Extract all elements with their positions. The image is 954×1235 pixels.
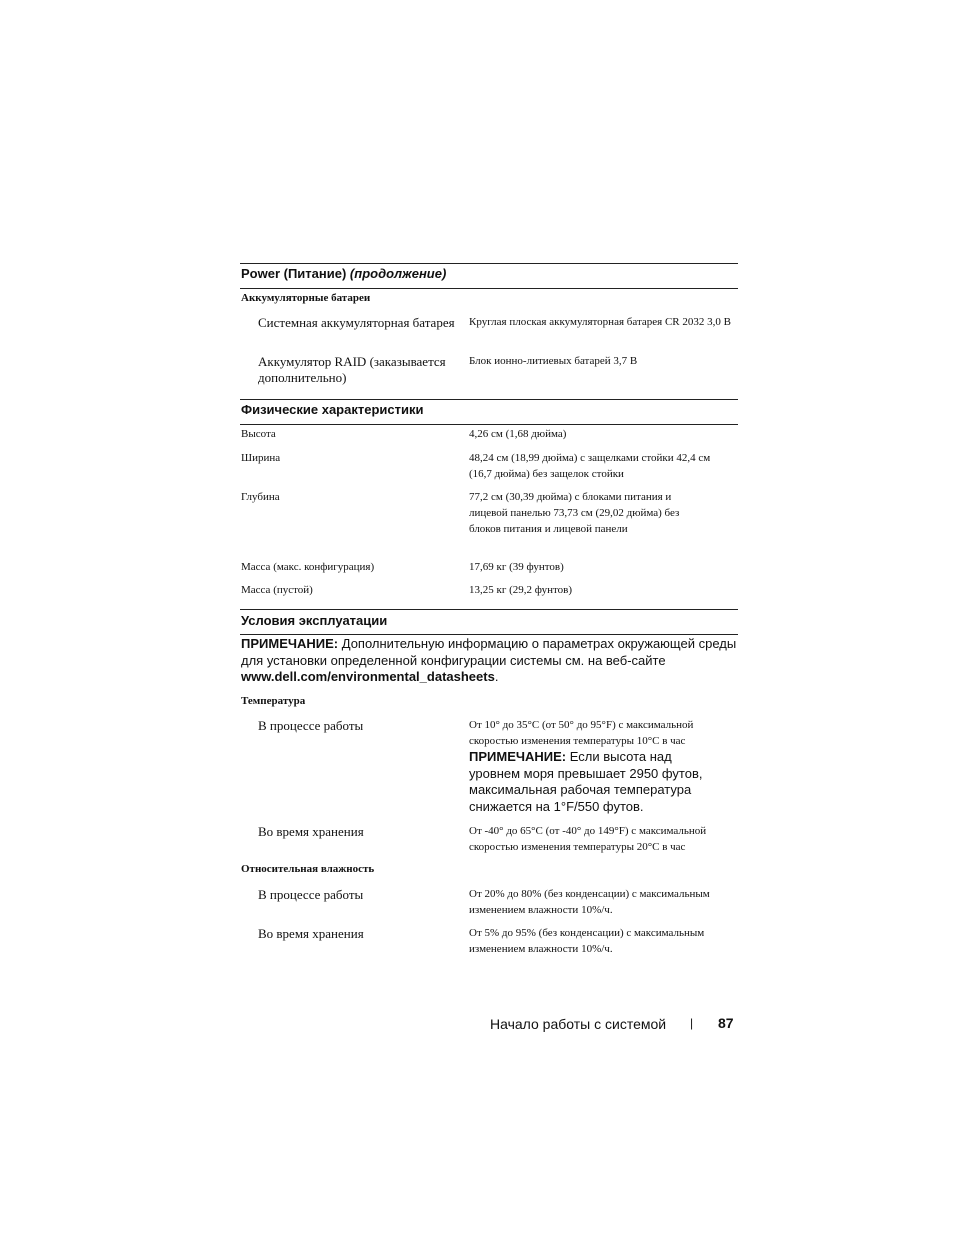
width-label: Ширина: [241, 452, 281, 464]
width-value: 48,24 см (18,99 дюйма) с защелками стойки 42,4 см (16,7 дюйма) без защелок стойки: [469, 452, 711, 480]
note-end: .: [494, 669, 499, 684]
temp-note-label: ПРИМЕЧАНИЕ:: [469, 749, 567, 764]
environment-section-title: Условия эксплуатации: [241, 613, 388, 628]
temp-operating-label: В процессе работы: [258, 718, 364, 733]
section-header-rule: [240, 288, 738, 289]
batteries-heading: Аккумуляторные батареи: [241, 292, 371, 304]
section-top-rule: [240, 263, 738, 264]
temp-storage-label: Во время хранения: [258, 824, 364, 839]
mass-empty-value: 13,25 кг (29,2 фунтов): [469, 584, 573, 596]
footer-section-name: Начало работы с системой: [490, 1016, 667, 1032]
height-value: 4,26 см (1,68 дюйма): [469, 428, 567, 440]
humidity-heading: Относительная влажность: [241, 863, 375, 875]
hum-operating-value: От 20% до 80% (без конденсации) с максимальным изменением влажности 10%/ч.: [469, 888, 710, 916]
system-battery-label: Системная аккумуляторная батарея: [258, 315, 455, 330]
section-header-rule: [240, 634, 738, 635]
temperature-heading: Температура: [241, 695, 306, 707]
mass-max-label: Масса (макс. конфигурация): [241, 561, 375, 573]
depth-value: 77,2 см (30,39 дюйма) с блоками питания и лицевой панелью 73,73 см (29,02 дюйма) без блоков питания и лицевой панели: [469, 491, 680, 535]
power-section-title: [241, 266, 446, 281]
footer-separator: |: [690, 1016, 694, 1030]
physical-section-title: Физические характеристики: [241, 402, 424, 417]
mass-max-value: 17,69 кг (39 фунтов): [469, 561, 564, 573]
section-top-rule: [240, 399, 738, 400]
note-label: ПРИМЕЧАНИЕ:: [241, 636, 339, 651]
environmental-datasheets-link[interactable]: www.dell.com/environmental_datasheets: [241, 669, 495, 684]
hum-storage-label: Во время хранения: [258, 926, 364, 941]
temp-note: [469, 749, 719, 815]
temp-note-text: Если высота над уровнем моря превышает 2950 футов, максимальная рабочая температура снижается на 1°F/550 футов.: [469, 749, 703, 814]
height-label: Высота: [241, 428, 276, 440]
temp-storage-value: От -40° до 65°C (от -40° до 149°F) с максимальной скоростью изменения температуры 20°C в час: [469, 825, 707, 853]
page-number: 87: [718, 1015, 734, 1031]
power-title: Power (Питание): [241, 266, 347, 281]
power-title-continued: (продолжение): [349, 266, 447, 281]
hum-operating-label: В процессе работы: [258, 887, 364, 902]
hum-storage-value: От 5% до 95% (без конденсации) с максимальным изменением влажности 10%/ч.: [469, 927, 705, 955]
section-top-rule: [240, 609, 738, 610]
system-battery-value: Круглая плоская аккумуляторная батарея CR 2032 3,0 В: [469, 316, 731, 328]
raid-battery-value: Блок ионно-литиевых батарей 3,7 В: [469, 355, 638, 367]
note-text: Дополнительную информацию о параметрах окружающей среды для установки определенной конфигурации системы см. на веб-сайте: [241, 636, 737, 668]
depth-label: Глубина: [241, 491, 280, 503]
section-header-rule: [240, 424, 738, 425]
raid-battery-label: Аккумулятор RAID (заказывается дополнительно): [258, 354, 446, 385]
environment-note: [241, 636, 738, 686]
mass-empty-label: Масса (пустой): [241, 584, 313, 596]
temp-operating-value: От 10° до 35°C (от 50° до 95°F) с максимальной скоростью изменения температуры 10°C в час: [469, 719, 694, 747]
